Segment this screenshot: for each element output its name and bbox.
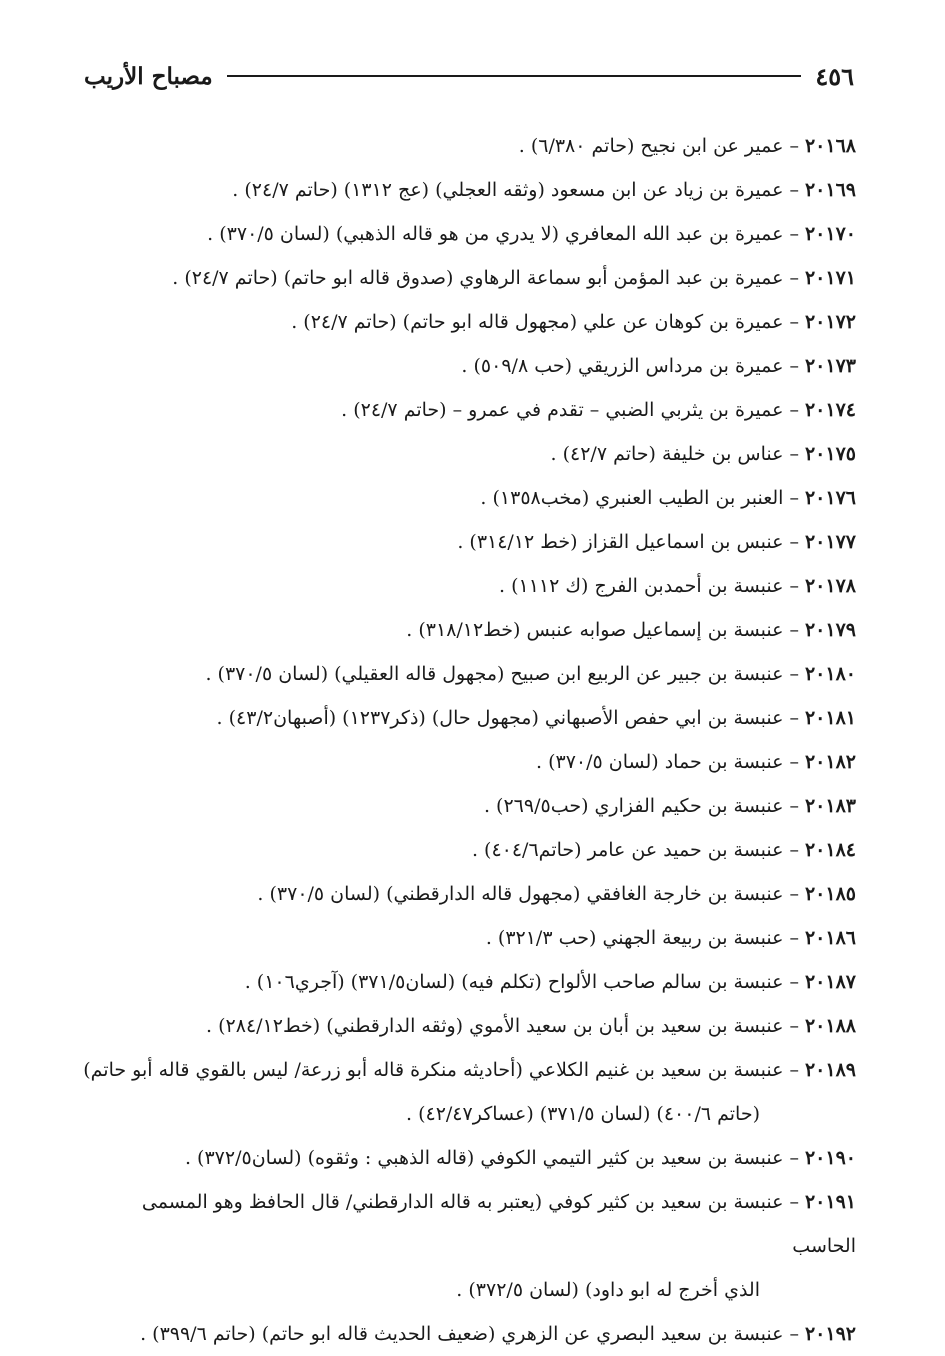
entry-text: عميرة بن يثربي الضبي – تقدم في عمرو – (حاتم ٢٤/٧) . (341, 399, 784, 421)
entry-separator: – (789, 619, 799, 641)
list-item (82, 256, 856, 300)
entry-separator: – (789, 1147, 799, 1169)
list-item (82, 872, 856, 916)
list-item (82, 1312, 856, 1356)
entry-text: العنبر بن الطيب العنبري (مخب١٣٥٨) . (480, 487, 784, 509)
list-item (82, 1180, 856, 1312)
entry-text: عناس بن خليفة (حاتم ٤٢/٧) . (550, 443, 784, 465)
list-item (82, 652, 856, 696)
entry-number: ٢٠١٨١ (804, 707, 856, 729)
entry-separator: – (789, 663, 799, 685)
entry-number: ٢٠١٧١ (804, 267, 856, 289)
entry-text: عميرة بن عبد المؤمن أبو سماعة الرهاوي (صدوق قاله ابو حاتم) (حاتم ٢٤/٧) . (172, 267, 784, 289)
entry-number: ٢٠١٧٢ (804, 311, 856, 333)
entry-number: ٢٠١٧٨ (804, 575, 856, 597)
entry-text-continuation: (حاتم ٤٠٠/٦) (لسان ٣٧١/٥) (عساكر٤٢/٤٧) . (406, 1103, 760, 1125)
entry-text: عميرة بن عبد الله المعافري (لا يدري من هو قاله الذهبي) (لسان ٣٧٠/٥) . (207, 223, 784, 245)
entry-number: ٢٠١٨٣ (804, 795, 856, 817)
entry-number: ٢٠١٨٧ (804, 971, 856, 993)
list-item (82, 124, 856, 168)
entry-text: عنبسة بن إسماعيل صوابه عنبس (خط٣١٨/١٢) . (406, 619, 784, 641)
entry-separator: – (789, 443, 799, 465)
entry-number: ٢٠١٩٢ (804, 1323, 856, 1345)
list-item (82, 740, 856, 784)
entry-separator: – (789, 1191, 799, 1213)
entry-separator: – (789, 707, 799, 729)
entry-separator: – (789, 135, 799, 157)
list-item (82, 1004, 856, 1048)
entry-number: ٢٠١٩٠ (804, 1147, 856, 1169)
entry-separator: – (789, 839, 799, 861)
entry-number: ٢٠١٨٥ (804, 883, 856, 905)
list-item (82, 432, 856, 476)
list-item (82, 212, 856, 256)
entry-separator: – (789, 399, 799, 421)
entry-separator: – (789, 795, 799, 817)
entry-text: عنبسة بن ربيعة الجهني (حب ٣٢١/٣) . (485, 927, 784, 949)
list-item (82, 344, 856, 388)
entry-separator: – (789, 575, 799, 597)
entry-text: عنبسة بن سعيد بن أبان بن سعيد الأموي (وثقه الدارقطني) (خط٢٨٤/١٢) . (206, 1015, 784, 1037)
entry-text: عنبسة بن سعيد بن غنيم الكلاعي (أحاديثه منكرة قاله أبو زرعة/ ليس بالقوي قاله أبو حاتم) (83, 1059, 784, 1081)
entry-text: عميرة بن زياد عن ابن مسعود (وثقه العجلي) (عج ١٣١٢) (حاتم ٢٤/٧) . (232, 179, 784, 201)
entry-separator: – (789, 1015, 799, 1037)
entry-separator: – (789, 883, 799, 905)
entry-number: ٢٠١٩١ (804, 1191, 856, 1213)
entry-text: عمير عن ابن نجيح (حاتم ٦/٣٨٠) . (518, 135, 784, 157)
entry-number: ٢٠١٧٦ (804, 487, 856, 509)
list-item (82, 916, 856, 960)
entry-text: عنبسة بن جبير عن الربيع ابن صبيح (مجهول قاله العقيلي) (لسان ٣٧٠/٥) . (205, 663, 784, 685)
book-title: مصباح الأريب (84, 62, 213, 90)
entry-text-continuation: الذي أخرج له ابو داود) (لسان ٣٧٢/٥) . (456, 1279, 760, 1301)
list-item (82, 564, 856, 608)
entry-separator: – (789, 971, 799, 993)
entry-text: عنبسة بن حماد (لسان ٣٧٠/٥) . (536, 751, 784, 773)
entry-separator: – (789, 355, 799, 377)
entry-text: عنبسة بن أحمدبن الفرج (ك ١١١٢) . (499, 575, 784, 597)
entry-text: عنبسة بن خارجة الغافقي (مجهول قاله الدارقطني) (لسان ٣٧٠/٥) . (257, 883, 784, 905)
page-header (84, 56, 854, 96)
list-item (82, 1136, 856, 1180)
entry-separator: – (789, 487, 799, 509)
entry-number: ٢٠١٧٥ (804, 443, 856, 465)
entry-separator: – (789, 751, 799, 773)
entry-number: ٢٠١٨٠ (804, 663, 856, 685)
entry-list (82, 124, 856, 1356)
entry-number: ٢٠١٨٩ (804, 1059, 856, 1081)
entry-text: عميرة بن كوهان عن علي (مجهول قاله ابو حاتم) (حاتم ٢٤/٧) . (291, 311, 784, 333)
entry-number: ٢٠١٨٨ (804, 1015, 856, 1037)
header-rule (227, 75, 802, 77)
entry-separator: – (789, 267, 799, 289)
entry-separator: – (789, 223, 799, 245)
entry-text: عنبس بن اسماعيل القزاز (خط ٣١٤/١٢) . (457, 531, 784, 553)
entry-separator: – (789, 1059, 799, 1081)
list-item (82, 520, 856, 564)
entry-text: عميرة بن مرداس الزريقي (حب ٥٠٩/٨) . (461, 355, 784, 377)
entry-separator: – (789, 1323, 799, 1345)
list-item (82, 388, 856, 432)
entry-text: عنبسة بن حميد عن عامر (حاتم٤٠٤/٦) . (471, 839, 784, 861)
list-item (82, 476, 856, 520)
list-item (82, 828, 856, 872)
entry-number: ٢٠١٦٨ (804, 135, 856, 157)
list-item (82, 696, 856, 740)
entry-number: ٢٠١٧٧ (804, 531, 856, 553)
entry-separator: – (789, 311, 799, 333)
list-item (82, 960, 856, 1004)
list-item (82, 1048, 856, 1136)
entry-number: ٢٠١٨٤ (804, 839, 856, 861)
entry-separator: – (789, 179, 799, 201)
entry-separator: – (789, 927, 799, 949)
entry-number: ٢٠١٧٤ (804, 399, 856, 421)
list-item (82, 168, 856, 212)
list-item (82, 608, 856, 652)
entry-text: عنبسة بن سعيد البصري عن الزهري (ضعيف الحديث قاله ابو حاتم) (حاتم ٣٩٩/٦) . (140, 1323, 784, 1345)
entry-number: ٢٠١٦٩ (804, 179, 856, 201)
entry-number: ٢٠١٧٠ (804, 223, 856, 245)
entry-text: عنبسة بن سعيد بن كثير التيمي الكوفي (قاله الذهبي : وثقوه) (لسان٣٧٢/٥) . (184, 1147, 784, 1169)
entry-separator: – (789, 531, 799, 553)
list-item (82, 300, 856, 344)
entry-text: عنبسة بن سالم صاحب الألواح (تكلم فيه) (لسان٣٧١/٥) (آجري١٠٦) . (244, 971, 784, 993)
list-item (82, 784, 856, 828)
entry-number: ٢٠١٨٢ (804, 751, 856, 773)
entry-text: عنبسة بن ابي حفص الأصبهاني (مجهول حال) (ذكر١٢٣٧) (أصبهان٤٣/٢) . (216, 707, 784, 729)
entry-number: ٢٠١٧٣ (804, 355, 856, 377)
entry-number: ٢٠١٨٦ (804, 927, 856, 949)
entry-text: عنبسة بن حكيم الفزاري (حب٢٦٩/٥) . (483, 795, 784, 817)
entry-number: ٢٠١٧٩ (804, 619, 856, 641)
entry-text: عنبسة بن سعيد بن كثير كوفي (يعتبر به قاله الدارقطني/ قال الحافظ وهو المسمى الحاسب (141, 1191, 856, 1257)
page-number: ٤٥٦ (815, 61, 854, 91)
